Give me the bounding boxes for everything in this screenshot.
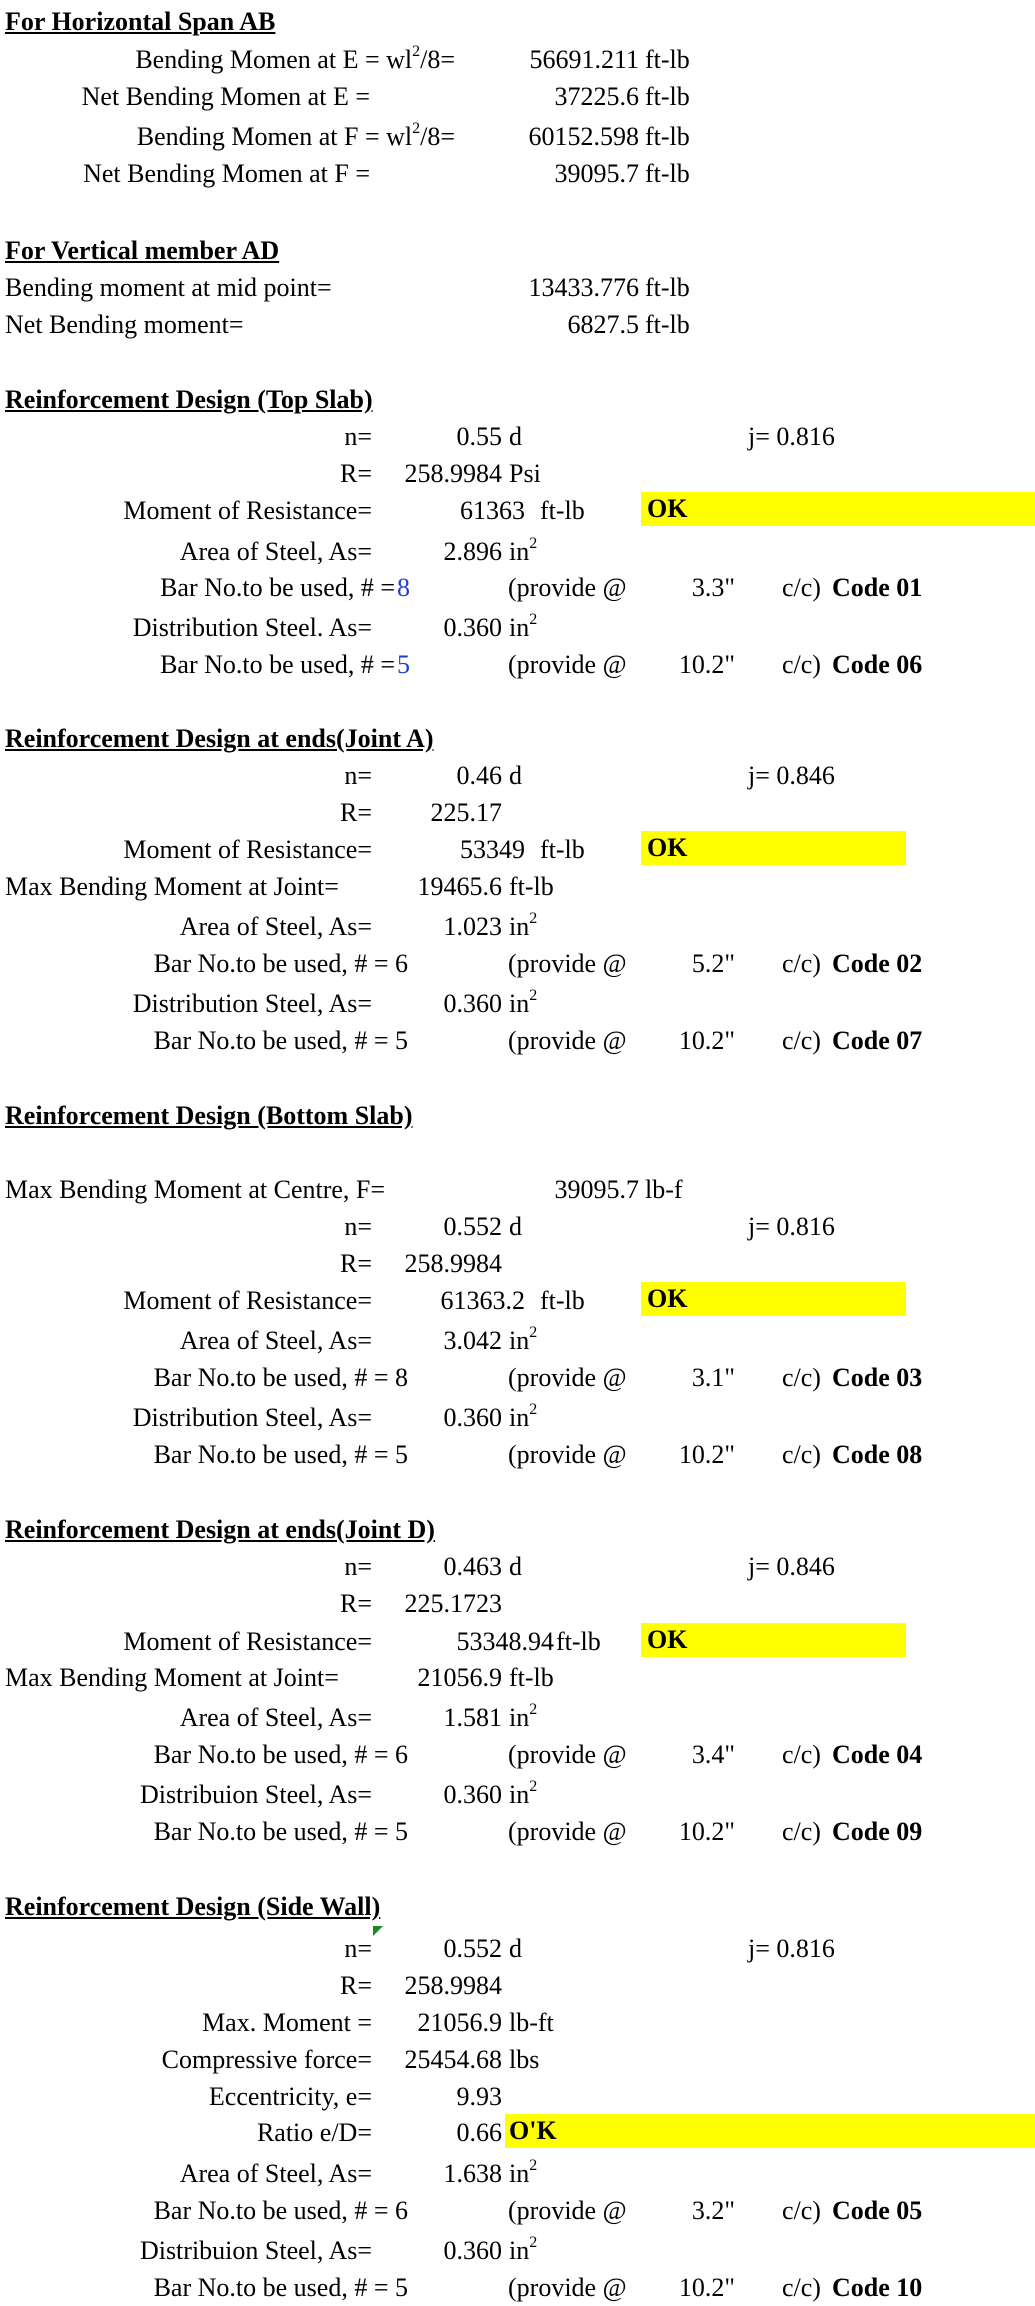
- value-n: 0.46: [456, 761, 502, 790]
- label-area-of-steel: Area of Steel, As=: [179, 1703, 372, 1732]
- value-n: 0.463: [443, 1552, 502, 1581]
- value-bending-moment-f: 60152.598: [528, 122, 639, 151]
- label-distribution-steel: Distribuion Steel, As=: [139, 1780, 372, 1809]
- label-bar-number: Bar No.to be used, # = 5: [153, 2273, 408, 2302]
- value-max-bending-moment-centre: 39095.7: [554, 1175, 639, 1204]
- value-net-bending-moment: 6827.5: [567, 310, 639, 339]
- unit-area-of-steel: $in^2$: [509, 535, 538, 566]
- value-eccentricity: 9.93: [456, 2082, 502, 2111]
- comment-marker-icon[interactable]: [373, 1926, 383, 1936]
- section-header-vertical-member: For Vertical member AD: [5, 236, 280, 265]
- label-r: R=: [339, 798, 372, 827]
- label-bar-number: Bar No.to be used, # = 5: [153, 1026, 408, 1055]
- value-spacing: 10.2": [678, 1440, 735, 1469]
- value-bar-number: 5: [397, 650, 410, 679]
- label-n: n=: [344, 422, 372, 451]
- label-bar-number: Bar No.to be used, # =: [160, 573, 395, 602]
- label-moment-of-resistance: Moment of Resistance=: [123, 1627, 372, 1656]
- unit-moment-of-resistance: ft-lb: [540, 835, 585, 864]
- value-n: 0.552: [443, 1934, 502, 1963]
- label-n: n=: [344, 1934, 372, 1963]
- section-header-side-wall: Reinforcement Design (Side Wall): [5, 1892, 381, 1921]
- value-n: 0.55: [456, 422, 502, 451]
- label-max-bending-moment-joint: Max Bending Moment at Joint=: [5, 872, 339, 901]
- label-moment-of-resistance: Moment of Resistance=: [123, 835, 372, 864]
- code-label: Code 05: [832, 2196, 923, 2225]
- value-spacing: 10.2": [678, 1026, 735, 1055]
- value-bending-moment-e: 56691.211: [529, 45, 639, 74]
- value-spacing: 3.3": [691, 573, 735, 602]
- text-provide: (provide @: [508, 2273, 627, 2302]
- label-net-bending-moment: Net Bending moment=: [5, 310, 244, 339]
- label-r: R=: [339, 1589, 372, 1618]
- unit-net-bending-moment-e: ft-lb: [645, 82, 690, 111]
- unit-area-of-steel: $in^2$: [509, 2157, 538, 2188]
- label-bar-number: Bar No.to be used, # = 6: [153, 1740, 408, 1769]
- value-j: j= 0.846: [748, 1552, 835, 1581]
- value-spacing: 10.2": [678, 1817, 735, 1846]
- status-ok: OK: [647, 1625, 688, 1654]
- label-eccentricity: Eccentricity, e=: [208, 2082, 372, 2111]
- unit-n: d: [509, 761, 522, 790]
- text-cc: c/c): [782, 2196, 821, 2225]
- text-cc: c/c): [782, 2273, 821, 2302]
- text-cc: c/c): [782, 1026, 821, 1055]
- value-area-of-steel: 1.023: [443, 912, 502, 941]
- text-provide: (provide @: [508, 1740, 627, 1769]
- code-label: Code 03: [832, 1363, 923, 1392]
- unit-max-bending-moment-joint: ft-lb: [509, 1663, 554, 1692]
- value-bending-moment-mid: 13433.776: [528, 273, 639, 302]
- value-r: 225.17: [430, 798, 502, 827]
- text-cc: c/c): [782, 1440, 821, 1469]
- value-bar-number: 8: [397, 573, 410, 602]
- value-compressive-force: 25454.68: [404, 2045, 502, 2074]
- unit-moment-of-resistance: ft-lb: [540, 1286, 585, 1315]
- text-cc: c/c): [782, 1817, 821, 1846]
- value-net-bending-moment-f: 39095.7: [554, 159, 639, 188]
- value-j: j= 0.816: [748, 1212, 835, 1241]
- label-distribution-steel: Distribution Steel. As=: [132, 613, 372, 642]
- label-area-of-steel: Area of Steel, As=: [179, 1326, 372, 1355]
- label-moment-of-resistance: Moment of Resistance=: [123, 1286, 372, 1315]
- unit-distribution-steel: $in^2$: [509, 1778, 538, 1809]
- label-n: n=: [344, 761, 372, 790]
- label-bar-number: Bar No.to be used, # = 8: [153, 1363, 408, 1392]
- label-area-of-steel: Area of Steel, As=: [179, 2159, 372, 2188]
- label-max-bending-moment-centre: Max Bending Moment at Centre, F=: [5, 1175, 386, 1204]
- label-moment-of-resistance: Moment of Resistance=: [123, 496, 372, 525]
- text-provide: (provide @: [508, 1363, 627, 1392]
- label-bar-number: Bar No.to be used, # = 5: [153, 1440, 408, 1469]
- value-area-of-steel: 3.042: [443, 1326, 502, 1355]
- code-label: Code 10: [832, 2273, 923, 2302]
- text-provide: (provide @: [508, 2196, 627, 2225]
- value-spacing: 3.4": [691, 1740, 735, 1769]
- text-provide: (provide @: [508, 1440, 627, 1469]
- label-bending-moment-f: Bending Momen at $F = wl^2/8=$: [136, 120, 455, 151]
- unit-max-bending-moment-centre: lb-f: [645, 1175, 683, 1204]
- value-spacing: 10.2": [678, 650, 735, 679]
- value-j: j= 0.816: [748, 422, 835, 451]
- status-ok: OK: [647, 494, 688, 523]
- code-label: Code 08: [832, 1440, 923, 1469]
- value-moment-of-resistance: 61363: [460, 496, 525, 525]
- value-distribution-steel: 0.360: [443, 1403, 502, 1432]
- unit-distribution-steel: $in^2$: [509, 2234, 538, 2265]
- label-net-bending-moment-f: Net Bending Momen at F =: [83, 159, 370, 188]
- label-n: n=: [344, 1212, 372, 1241]
- unit-distribution-steel: $in^2$: [509, 987, 538, 1018]
- label-r: R=: [339, 1971, 372, 2000]
- unit-max-moment: lb-ft: [509, 2008, 554, 2037]
- status-ok: OK: [647, 833, 688, 862]
- value-distribution-steel: 0.360: [443, 2236, 502, 2265]
- label-bending-moment-mid: Bending moment at mid point=: [5, 273, 332, 302]
- text-cc: c/c): [782, 949, 821, 978]
- unit-n: d: [509, 422, 522, 451]
- code-label: Code 06: [832, 650, 923, 679]
- value-max-bending-moment-joint: 21056.9: [417, 1663, 502, 1692]
- unit-area-of-steel: $in^2$: [509, 1324, 538, 1355]
- value-j: j= 0.816: [748, 1934, 835, 1963]
- text-provide: (provide @: [508, 1026, 627, 1055]
- unit-moment-of-resistance: ft-lb: [556, 1627, 601, 1656]
- text-provide: (provide @: [508, 573, 627, 602]
- unit-compressive-force: lbs: [509, 2045, 540, 2074]
- unit-n: d: [509, 1934, 522, 1963]
- section-header-joint-d: Reinforcement Design at ends(Joint D): [5, 1515, 435, 1544]
- value-max-moment: 21056.9: [417, 2008, 502, 2037]
- value-spacing: 3.2": [691, 2196, 735, 2225]
- label-n: n=: [344, 1552, 372, 1581]
- status-ok: O'K: [509, 2116, 557, 2145]
- label-bar-number: Bar No.to be used, # = 5: [153, 1817, 408, 1846]
- label-bending-moment-e: Bending Momen at $E = wl^2/8=$: [135, 43, 455, 74]
- value-ratio-e-d: 0.66: [456, 2118, 502, 2147]
- section-header-bottom-slab: Reinforcement Design (Bottom Slab): [5, 1101, 413, 1130]
- code-label: Code 09: [832, 1817, 923, 1846]
- value-area-of-steel: 1.638: [443, 2159, 502, 2188]
- section-header-horizontal-span: For Horizontal Span AB: [5, 7, 276, 36]
- unit-distribution-steel: $in^2$: [509, 611, 538, 642]
- code-label: Code 04: [832, 1740, 923, 1769]
- value-moment-of-resistance: 53349: [460, 835, 525, 864]
- unit-bending-moment-mid: ft-lb: [645, 273, 690, 302]
- value-spacing: 10.2": [678, 2273, 735, 2302]
- section-header-top-slab: Reinforcement Design (Top Slab): [5, 385, 373, 414]
- label-distribution-steel: Distribuion Steel, As=: [139, 2236, 372, 2265]
- value-max-bending-moment-joint: 19465.6: [417, 872, 502, 901]
- value-net-bending-moment-e: 37225.6: [554, 82, 639, 111]
- label-max-bending-moment-joint: Max Bending Moment at Joint=: [5, 1663, 339, 1692]
- value-r: 225.1723: [404, 1589, 502, 1618]
- unit-n: d: [509, 1212, 522, 1241]
- unit-bending-moment-e: ft-lb: [645, 45, 690, 74]
- text-provide: (provide @: [508, 1817, 627, 1846]
- label-ratio-e-d: Ratio e/D=: [256, 2118, 372, 2147]
- value-moment-of-resistance: 53348.94: [456, 1627, 554, 1656]
- unit-area-of-steel: $in^2$: [509, 910, 538, 941]
- unit-area-of-steel: $in^2$: [509, 1701, 538, 1732]
- unit-net-bending-moment: ft-lb: [645, 310, 690, 339]
- unit-n: d: [509, 1552, 522, 1581]
- label-r: R=: [339, 1249, 372, 1278]
- text-cc: c/c): [782, 573, 821, 602]
- label-r: R=: [339, 459, 372, 488]
- unit-net-bending-moment-f: ft-lb: [645, 159, 690, 188]
- label-distribution-steel: Distribution Steel, As=: [132, 1403, 372, 1432]
- value-distribution-steel: 0.360: [443, 613, 502, 642]
- unit-r: Psi: [509, 459, 541, 488]
- status-highlight: [505, 2114, 1035, 2148]
- code-label: Code 02: [832, 949, 923, 978]
- unit-max-bending-moment-joint: ft-lb: [509, 872, 554, 901]
- value-area-of-steel: 1.581: [443, 1703, 502, 1732]
- value-r: 258.9984: [404, 1971, 502, 2000]
- value-area-of-steel: 2.896: [443, 537, 502, 566]
- unit-moment-of-resistance: ft-lb: [540, 496, 585, 525]
- label-bar-number: Bar No.to be used, # = 6: [153, 2196, 408, 2225]
- unit-bending-moment-f: ft-lb: [645, 122, 690, 151]
- unit-distribution-steel: $in^2$: [509, 1401, 538, 1432]
- label-area-of-steel: Area of Steel, As=: [179, 912, 372, 941]
- label-net-bending-moment-e: Net Bending Momen at E =: [81, 82, 370, 111]
- text-cc: c/c): [782, 1363, 821, 1392]
- label-compressive-force: Compressive force=: [161, 2045, 372, 2074]
- code-label: Code 01: [832, 573, 923, 602]
- value-spacing: 3.1": [691, 1363, 735, 1392]
- value-distribution-steel: 0.360: [443, 989, 502, 1018]
- text-cc: c/c): [782, 1740, 821, 1769]
- text-provide: (provide @: [508, 949, 627, 978]
- label-area-of-steel: Area of Steel, As=: [179, 537, 372, 566]
- text-provide: (provide @: [508, 650, 627, 679]
- value-n: 0.552: [443, 1212, 502, 1241]
- label-bar-number: Bar No.to be used, # = 6: [153, 949, 408, 978]
- value-spacing: 5.2": [691, 949, 735, 978]
- text-cc: c/c): [782, 650, 821, 679]
- status-ok: OK: [647, 1284, 688, 1313]
- code-label: Code 07: [832, 1026, 923, 1055]
- label-bar-number: Bar No.to be used, # =: [160, 650, 395, 679]
- label-max-moment: Max. Moment =: [202, 2008, 372, 2037]
- value-moment-of-resistance: 61363.2: [440, 1286, 525, 1315]
- value-j: j= 0.846: [748, 761, 835, 790]
- status-highlight: [641, 492, 1035, 526]
- section-header-joint-a: Reinforcement Design at ends(Joint A): [5, 724, 434, 753]
- value-r: 258.9984: [404, 1249, 502, 1278]
- value-distribution-steel: 0.360: [443, 1780, 502, 1809]
- value-r: 258.9984: [404, 459, 502, 488]
- label-distribution-steel: Distribution Steel, As=: [132, 989, 372, 1018]
